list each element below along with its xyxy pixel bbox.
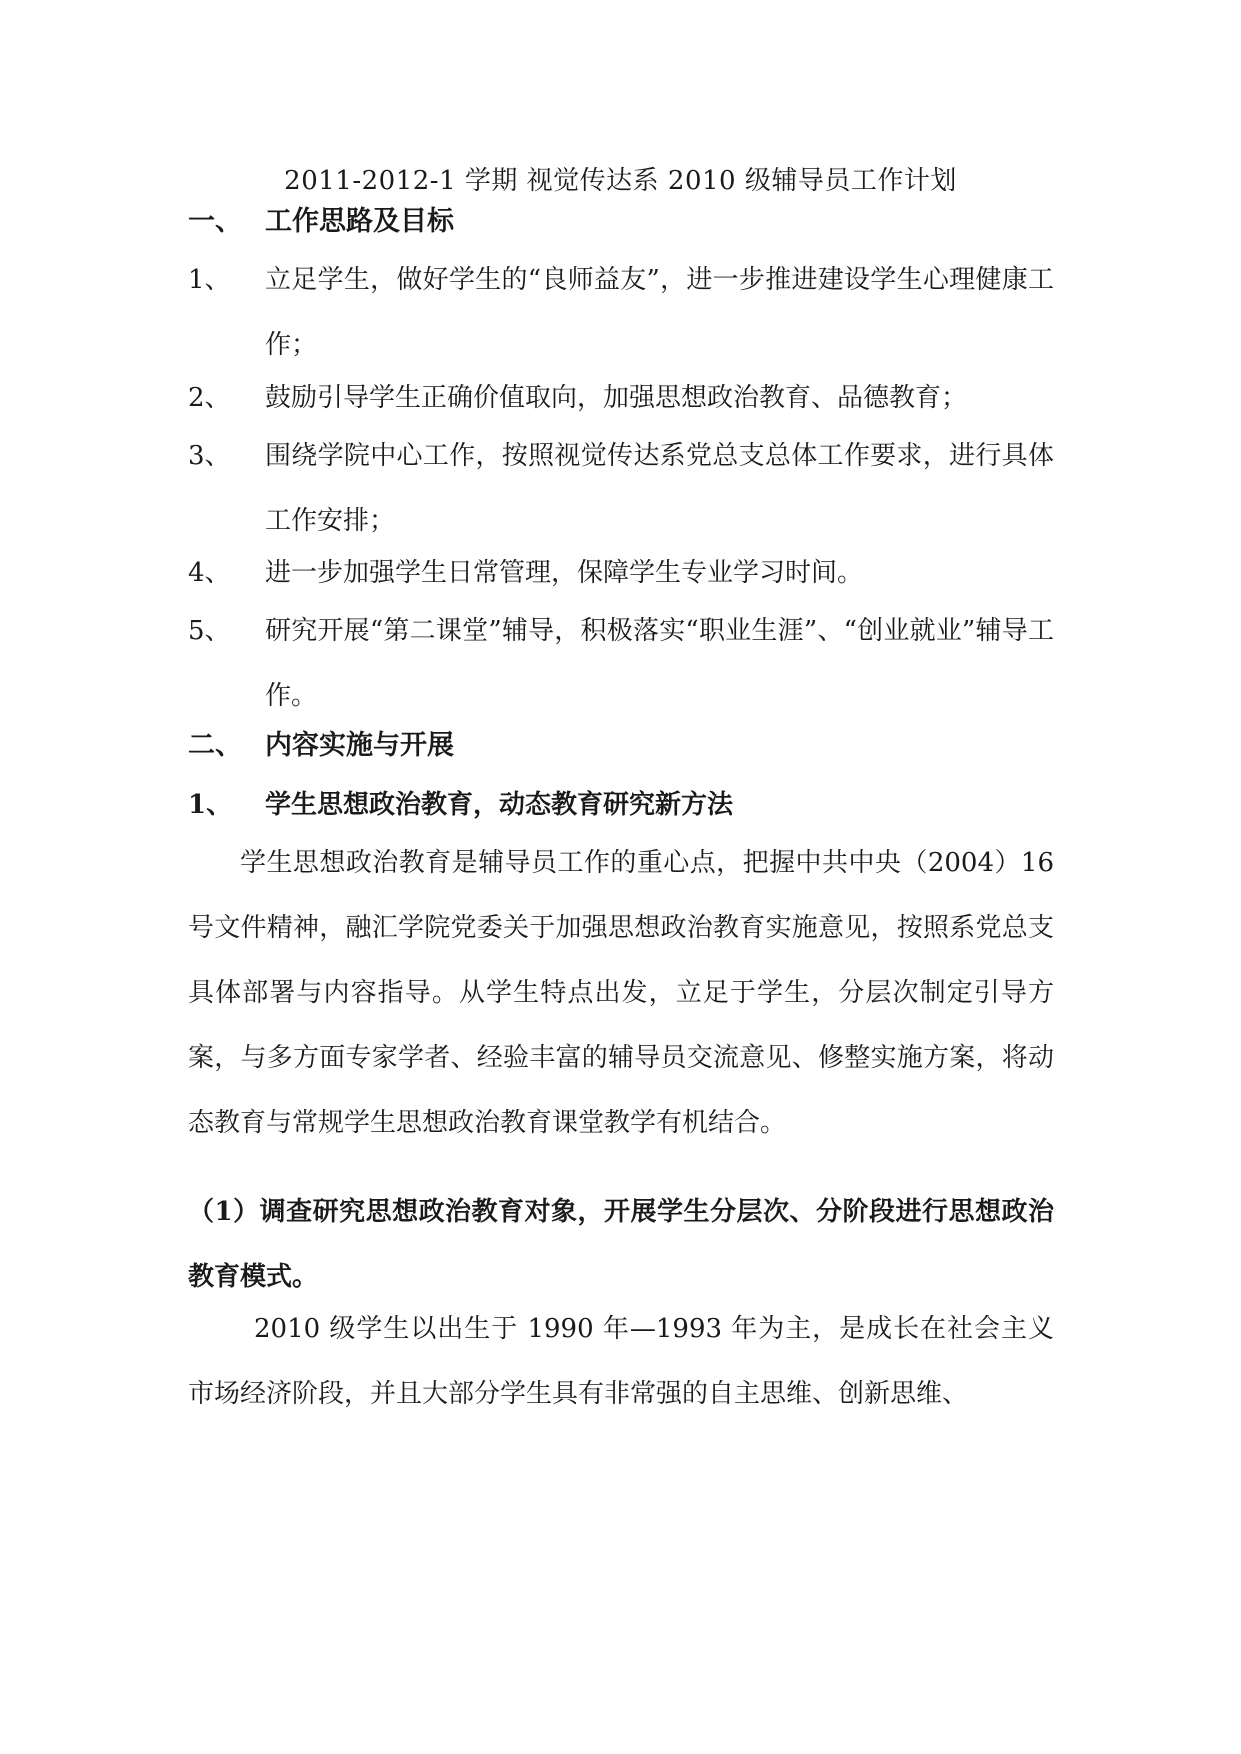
list-item-text: 立足学生，做好学生的“良师益友”，进一步推进建设学生心理健康工作； bbox=[265, 265, 1054, 360]
section-title: 工作思路及目标 bbox=[265, 206, 454, 237]
body-paragraph: 2010 级学生以出生于 1990 年—1993 年为主，是成长在社会主义市场经济阶段，并且大部分学生具有非常强的自主思维、创新思维、 bbox=[188, 1314, 1054, 1409]
section-heading-1 bbox=[188, 204, 454, 240]
list-item-text: 进一步加强学生日常管理，保障学生专业学习时间。 bbox=[265, 558, 864, 588]
list-item-number: 5、 bbox=[188, 616, 231, 646]
subsection-number: 1、 bbox=[188, 790, 233, 820]
list-item bbox=[188, 541, 1054, 606]
section-heading-2 bbox=[188, 728, 454, 764]
list-item bbox=[188, 366, 1054, 431]
list-item-text: 研究开展“第二课堂”辅导，积极落实“职业生涯”、“创业就业”辅导工作。 bbox=[265, 616, 1054, 711]
list-item bbox=[188, 599, 1054, 729]
list-item-number: 3、 bbox=[188, 441, 231, 471]
list-item-text: 围绕学院中心工作，按照视觉传达系党总支总体工作要求，进行具体工作安排； bbox=[265, 441, 1054, 536]
document-title: 2011-2012-1 学期 视觉传达系 2010 级辅导员工作计划 bbox=[284, 166, 957, 196]
subsection-title: 学生思想政治教育，动态教育研究新方法 bbox=[265, 790, 734, 820]
body-paragraph: 学生思想政治教育是辅导员工作的重心点，把握中共中央（2004）16 号文件精神，融汇学院党委关于加强思想政治教育实施意见，按照系党总支具体部署与内容指导。从学生特点出发，立足于学生，分层次制定引导方案，与多方面专家学者、经验丰富的辅导员交流意见、修整实施方案，将动态教育与常规学生思想政治教育课堂教学有机结合。 bbox=[188, 848, 1054, 1138]
section-title: 内容实施与开展 bbox=[265, 730, 454, 761]
list-item bbox=[188, 248, 1054, 378]
section-number: 二、 bbox=[188, 730, 242, 761]
list-item-number: 2、 bbox=[188, 383, 231, 413]
subsection-heading bbox=[188, 773, 1054, 838]
list-item bbox=[188, 424, 1054, 554]
list-item-number: 4、 bbox=[188, 558, 231, 588]
section-number: 一、 bbox=[188, 206, 242, 237]
list-item-number: 1、 bbox=[188, 265, 231, 295]
list-item-text: 鼓励引导学生正确价值取向，加强思想政治教育、品德教育； bbox=[265, 383, 968, 413]
sub-heading: （1）调查研究思想政治教育对象，开展学生分层次、分阶段进行思想政治教育模式。 bbox=[188, 1197, 1054, 1292]
